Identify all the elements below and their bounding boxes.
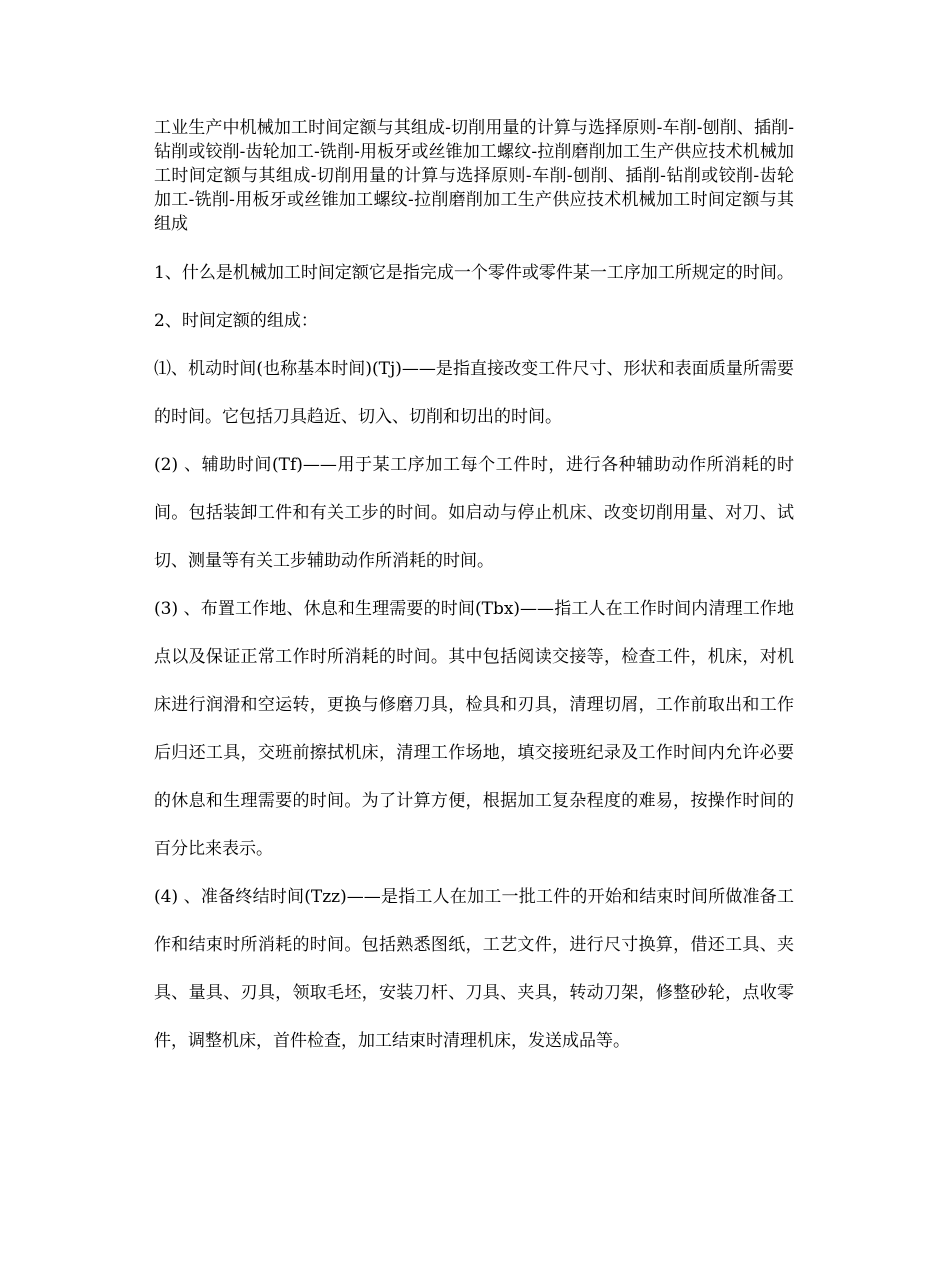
paragraph-auxiliary-time: (2) 、辅助时间(Tf)——用于某工序加工每个工件时，进行各种辅助动作所消耗的时间。包括装卸工件和有关工步的时间。如启动与停止机床、改变切削用量、对刀、试切、测量等有关工步辅助动作所消耗的时间。 xyxy=(154,455,794,571)
paragraph-workplace-rest-time: (3) 、布置工作地、休息和生理需要的时间(Tbx)——指工人在工作时间内清理工作地点以及保证正常工作时所消耗的时间。其中包括阅读交接等，检查工件，机床，对机床进行润滑和空运转，更换与修磨刀具，检具和刃具，清理切屑，工作前取出和工作后归还工具，交班前擦拭机床，清理工作场地，填交接班纪录及工作时间内允许必要的休息和生理需要的时间。为了计算方便，根据加工复杂程度的难易，按操作时间的百分比来表示。 xyxy=(154,599,794,859)
document-page xyxy=(154,116,794,1065)
paragraph-machine-time: ⑴、机动时间(也称基本时间)(Tj)——是指直接改变工件尺寸、形状和表面质量所需要的时间。它包括刀具趋近、切入、切削和切出的时间。 xyxy=(154,359,794,427)
document-title: 工业生产中机械加工时间定额与其组成-切削用量的计算与选择原则-车削-刨削、插削-钻削或铰削-齿轮加工-铣削-用板牙或丝锥加工螺纹-拉削磨削加工生产供应技术机械加工时间定额与其组成-切削用量的计算与选择原则-车削-刨削、插削-钻削或铰削-齿轮加工-铣削-用板牙或丝锥加工螺纹-拉削磨削加工生产供应技术机械加工时间定额与其组成 xyxy=(154,118,794,234)
paragraph-definition: 1、什么是机械加工时间定额它是指完成一个零件或零件某一工序加工所规定的时间。 xyxy=(154,263,794,283)
paragraph-preparation-time: (4) 、准备终结时间(Tzz)——是指工人在加工一批工件的开始和结束时间所做准备工作和结束时所消耗的时间。包括熟悉图纸，工艺文件，进行尺寸换算，借还工具、夹具、量具、刃具，领取毛坯，安装刀杆、刀具、夹具，转动刀架，修整砂轮，点收零件，调整机床，首件检查，加工结束时清理机床，发送成品等。 xyxy=(154,887,794,1051)
paragraph-composition-heading: 2、时间定额的组成： xyxy=(154,311,318,331)
